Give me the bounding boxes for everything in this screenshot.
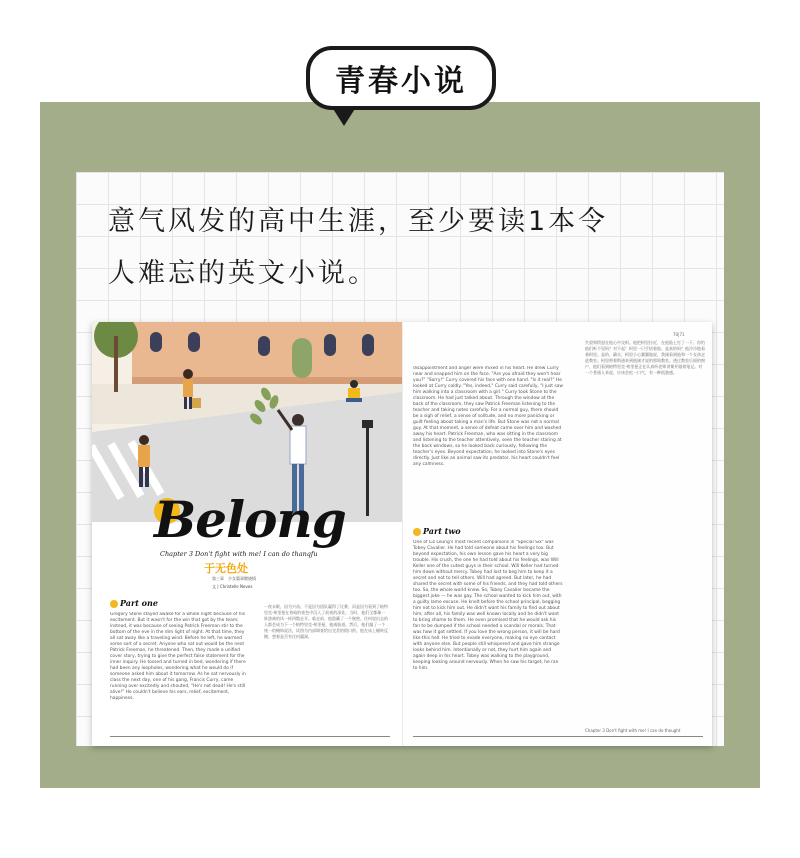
right-chinese-notes: 失望和愤怒在他心中交织。他把柯里拉近，在他脸上打了一下。你怕他们听不见吗？对不起！柯里一只手捂着脸。是真的吗？他冷冷地看着柯里。是的，确实，柯里小心翼翼地说，我刚看到他和一个女孩走进教室。柯里带着斯通来到他刚才说的那间教室。透过教室后面的窗户，他们看到帕特里克·弗里曼正在认真听老师讲课并做着笔记。对一个普通人来说，应该会松一口气，有一种孤独感。 <box>585 340 705 375</box>
chapter-chinese: 于无色处 <box>204 562 248 575</box>
left-footer-line <box>110 736 390 737</box>
part-two-label: Part two <box>423 526 461 536</box>
part-one-label: Part one <box>120 598 158 608</box>
left-chinese-notes: 一夜未眠，因为兴奋。不是因为团队赢得了比赛，而是因为看到了帕特里克·弗里曼在昏暗的夜色中沉入了前夜的深处。当时，他们全都像一阵游离的风一样四散走开。临走前，他隐藏了一个秘密。任何说出去的人都会成为下一个帕特里克·弗里曼，他威胁道。然后，他们编了一个统一的掩饰说法，试图为内部调查给出完美的假口供。他在床上辗转反侧，想着是否有任何漏洞。 <box>264 604 388 639</box>
right-page <box>402 322 712 746</box>
page-number: 70|71 <box>673 332 685 337</box>
part-one-heading <box>110 598 158 608</box>
byline-author: 文 | Christelle Neves <box>212 584 253 589</box>
chapter-english: Chapter 3 Don't fight with me! I can do thanqfu <box>160 550 318 558</box>
green-door <box>292 338 312 378</box>
book-title: Belong <box>154 490 346 549</box>
right-body-bottom: One of Liz Leung's most recent companions in "Special Six" was Tobey Cavalier. He had told someone about his feelings too. But beyond expectation, his own lesson gave his heart a very big trouble. His crush, the one he had told about his feelings, was Will Keller one of the cutest guys in their school. Will Keller had turned him down without mercy. Tobey had lost to beg him to keep it a secret and not to tell others. Will had agreed. But later, he had shared the secret with some of his friends, and they had told others too. So, the whole world knew. So, Tobey Cavalier became the biggest joke — he was gay. The school wanted to kick him out, with a guilty lame excuse. He knelt before the school principal, begging him not to kick him out. He didn't want his family to find out about him; after all, his family was well known locally and he didn't want to bring shame to them. He even promised that he would ask his fan to be dumped if the school needed a scandal or morals. That was how it got settled. If you love the wrong person, it will be hard like this hell. He tried to evade everyone, making no eye contact with anyone else. But people still whispered and gave him strange looks behind him. Intentionally or not, they hurt him again and again deep in his heart. Tobey was walking to the playground, keeping looking around nervously. When he saw his target, he ran to him. <box>413 540 563 671</box>
right-body-top: disappointment and anger were mixed in his heart. He drew Curry near and snapped him on the face. "Are you afraid they won't hear you?" "Sorry!" Curry covered his face with one hand. "Is it real?" He looked at Curry coldly. "Yes, indeed," Curry said carefully, "I just saw him walking into a classroom with a girl." Curry took Stone to the classroom. He had just talked about. Through the window at the back of the classroom, they saw Patrick Freeman listening to the teacher and taking notes carefully. For a normal guy, there should be a sigh of relief, a sense of solitude, and no more panicking or guilt feeling about taking a man's life. But Stone was not a normal guy. At that moment, a sense of defeat came over him and washed away his heart. Patrick Freeman, who was sitting in the classroom and listening to the teacher attentively, seen the teacher staring at the back windows, so he looked back curiously, following the teacher's eyes. Beyond expectation, he looked into Stone's eyes directly. Just like an animal saw its predator, his heart couldn't feel any calmness. <box>413 366 563 467</box>
part-one-dot <box>110 600 118 608</box>
byline: 第三章 少女篇章燃烧情 <box>212 576 256 581</box>
headline <box>108 196 708 300</box>
window-1 <box>150 332 162 352</box>
book-spread <box>92 322 712 746</box>
street-lamp-pole <box>366 426 369 516</box>
right-footer-line <box>413 736 703 737</box>
left-page <box>92 322 402 746</box>
headline-line-1: 意气风发的高中生涯，至少要读1本令 <box>108 206 609 237</box>
window-3 <box>258 336 270 356</box>
left-body-text: Gregory Stone stayed awake for a whole night because of his excitement. But it wasn't for the win that got by the team; instead, it was because of seeing Patrick Freeman stir to the bottom of the eve in the dim light of night. At that time, they all sat away like a traveling wind. Before he left, he warmed some sort of a secret. Anyone who sat out would be the next Patrick Freeman, he threatened. Then, they made a unified cover story, trying to give the perfect false statement for the inner inquiry. He tossed and turned in bed, wondering if there had been any loopholes, wondering what he would do if someone asked him about it tomorrow. As he sat nervously in class the next day, one of his gang, Francis Curry, came running over excitedly and shouted, "He's not dead! He's still alive!" He couldn't believe his ears, relief, excitement, happiness, <box>110 612 246 701</box>
window-2 <box>188 332 200 352</box>
part-two-heading <box>413 526 461 536</box>
headline-line-2: 人难忘的英文小说。 <box>108 258 378 289</box>
window-5 <box>362 334 374 356</box>
title-bubble <box>306 46 496 110</box>
window-4 <box>324 334 336 356</box>
right-footer-text: Chapter 3 Don't fight with me! I can do thought <box>585 728 681 733</box>
part-two-dot <box>413 528 421 536</box>
street-lamp-head <box>362 420 373 428</box>
bubble-title: 青春小说 <box>335 64 467 99</box>
tree-trunk <box>114 336 118 392</box>
